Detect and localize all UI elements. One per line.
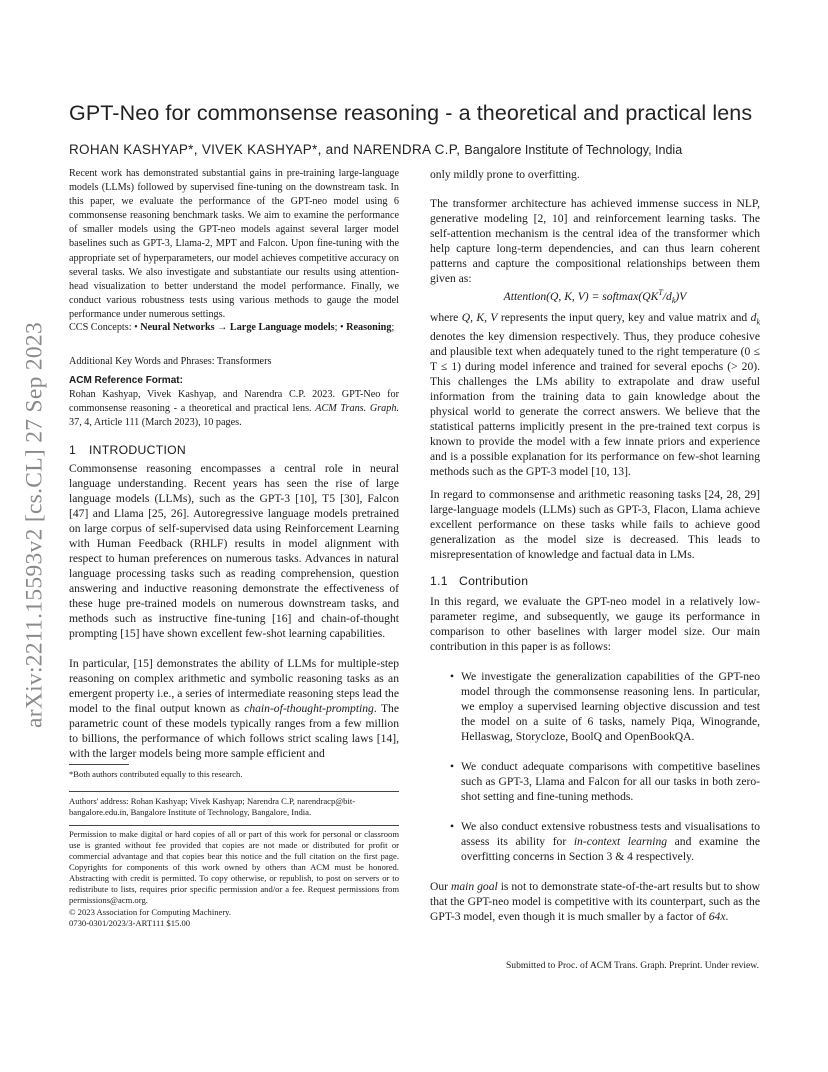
bullet-text-part: We also conduct extensive robustness tests and visualisations to assess its ability for: [461, 820, 760, 848]
section-title: INTRODUCTION: [89, 443, 187, 457]
body-paragraph: The transformer architecture has achieved immense success in NLP, generative modeling [2, 10] and reinforcement learning tasks. The self-attention mechanism is the central idea of the transformer which help capture long-term dependencies, and can thus learn coherent patterns and capture the compositional relationships between them given as:: [430, 197, 760, 285]
math-inline: Q, K, V: [461, 311, 498, 324]
contribution-bullet: [450, 759, 760, 804]
author-affiliation: Bangalore Institute of Technology, India: [464, 143, 683, 157]
bullet-text-part: and examine the overfitting concerns in Section 3 & 4 respectively.: [461, 835, 760, 863]
ccs-end: ;: [391, 322, 395, 333]
equation-part: Attention(Q, K, V) = softmax(QK: [503, 289, 659, 303]
ccs-concept: Large Language models: [229, 322, 335, 333]
math-subscript: k: [756, 317, 760, 327]
section-number: 1.1: [430, 574, 448, 588]
intro-paragraph: Commonsense reasoning encompasses a central role in neural language understanding. Recent years has seen the rise of large language models (LLMs), such as the GPT-3 [10], T5 [30], Falcon [47] and Llama [25, 26]. Autoregressive language models pretrained on large corpus of self-supervised data using Reinforcement Learning with Human Feedback (RHLF) results in model alignment with respect to human preferences on numerous tasks. Advances in natural language processing tasks such as reading comprehension, question answering and inductive reasoning demonstrate the effectiveness of these huge pre-trained models on numerous downstream tasks, and methods such as instructive fine-tuning [16] and chain-of-thought prompting [15] have shown excellent few-shot learning capabilities.: [69, 462, 399, 640]
acm-reference-journal: ACM Trans. Graph.: [315, 402, 399, 414]
arxiv-stamp-text: arXiv:2211.15593v2 [cs.CL] 27 Sep 2023: [21, 321, 48, 729]
intro-text: . The parametric count of these models typically ranges from a few million to billions, the performance of which follows strict scaling laws [14], with the larger models being more sample efficient and: [69, 702, 399, 760]
math-inline: d: [750, 311, 757, 324]
author-address: Authors' address: Rohan Kashyap; Vivek Kashyap; Narendra C.P, narendracp@bit-bangalore.edu.in, Bangalore Institute of Technology, Bangalore, India.: [69, 796, 356, 818]
equation-part: /d: [662, 289, 672, 303]
body-text: where: [430, 311, 462, 324]
issn-line: 0730-0301/2023/3-ART111 $15.00: [69, 918, 191, 928]
keywords: Additional Key Words and Phrases: Transformers: [69, 356, 272, 367]
ccs-arrow: →: [214, 322, 230, 333]
equation-superscript: T: [658, 288, 663, 297]
body-paragraph: In regard to commonsense and arithmetic reasoning tasks [24, 28, 29] large-language models (LLMs) such as GPT-3, Flacon, Llama achieve excellent performance on these tasks while fails to achieve good generalization as the model size is decreased. This leads to misrepresentation of knowledge and factual data in LMs.: [430, 488, 760, 561]
paper-title: GPT-Neo for commonsense reasoning - a theoretical and practical lens: [69, 101, 753, 125]
body-text: Our: [430, 880, 451, 893]
arxiv-stamp: [20, 290, 50, 760]
divider: [69, 791, 399, 792]
bullet-text: We investigate the generalization capabilities of the GPT-neo model through the commonsense reasoning lens. In particular, we employ a supervised learning objective discussion and test the model on a suite of 6 tasks, namely Piqa, Winogrande, Hellaswag, Storycloze, BoolQ and OpenBookQA.: [461, 670, 760, 743]
bullet-text: We conduct adequate comparisons with competitive baselines such as GPT-3, Llama and Falcon for all our tasks in both zero-shot setting and fine-tuning methods.: [461, 760, 760, 803]
body-emphasis: main goal: [450, 880, 498, 893]
abstract: Recent work has demonstrated substantial gains in pre-training large-language models (LLMs) followed by supervised fine-tuning on the downstream task. In this paper, we evaluate the performance of the GPT-neo model using 6 commonsense reasoning benchmark tasks. We aim to examine the performance of smaller models using the GPT-neo models against several larger model baselines such as GPT-3, Llama-2, MPT and Falcon. Upon fine-tuning with the appropriate set of hyperparameters, our model achieves competitive accuracy on several tasks. We also investigate and substantiate our results using attention-head visualization to better understand the model performance. Finally, we conduct various robustness tests using various methods to gauge the model performance under numerous settings.: [69, 168, 399, 320]
intro-paragraph: [69, 656, 399, 761]
acm-reference-text: Rohan Kashyap, Vivek Kashyap, and Narendra C.P. 2023. GPT-Neo for commonsense reasoning - a theoretical and practical lens.: [69, 389, 399, 414]
section-heading-introduction: [69, 443, 186, 457]
body-paragraph: [430, 879, 760, 924]
ccs-prefix: CCS Concepts: •: [69, 322, 141, 333]
contribution-bullet: [450, 669, 760, 744]
ccs-concept: Reasoning: [346, 322, 392, 333]
body-text: is not to demonstrate state-of-the-art results but to show that the GPT-neo model is competitive with its counterpart, such as the GPT-3 model, even though it is much smaller by a factor of: [430, 880, 760, 923]
contribution-bullet: [450, 819, 760, 864]
author-line: [69, 142, 682, 157]
divider: [69, 825, 399, 826]
body-text: .: [725, 910, 729, 923]
body-text: denotes the key dimension respectively. Thus, they produce cohesive and plausible text when adequately tuned to the right temperature (0 ≤ T ≤ 1) during model inference and trained for several epochs (> 20). This challenges the LMs ability to extrapolate and draw useful information from the training data to gain knowledge about the physical world to generate the correct answers. We believe that the statistical patterns implicitly present in the pre-trained text corpus is known to provide the model with a few innate priors and experience and is a possible explanation for its performance on few-shot learning methods such as the GPT-3 model [10, 13].: [430, 330, 760, 479]
equation-subscript: k: [671, 296, 676, 306]
attention-equation: [430, 288, 760, 305]
author-names: ROHAN KASHYAP*, VIVEK KASHYAP*, and NARENDRA C.P,: [69, 142, 461, 157]
body-text: represents the input query, key and value matrix and: [497, 311, 751, 324]
acm-reference: [69, 388, 399, 430]
footnote-rule: [69, 764, 129, 765]
acm-reference-text: 37, 4, Article 111 (March 2023), 10 pages.: [69, 416, 242, 428]
bullet-dot: •: [450, 820, 455, 833]
intro-text: In particular, [15] demonstrates the ability of LLMs for multiple-step reasoning on complex arithmetic and symbolic reasoning tasks as an emergent property i.e., a series of intermediate reasoning steps lead the model to the final output known as: [69, 657, 399, 715]
page-footer: Submitted to Proc. of ACM Trans. Graph. Preprint. Under review.: [505, 960, 759, 971]
body-paragraph: [430, 310, 760, 479]
bullet-text: [461, 819, 760, 864]
copyright-notice: © 2023 Association for Computing Machinery.: [69, 907, 232, 917]
section-number: 1: [69, 443, 77, 457]
bullet-dot: •: [450, 760, 455, 773]
ccs-separator: ; •: [334, 322, 347, 333]
footnote: *Both authors contributed equally to this research.: [69, 769, 243, 779]
body-emphasis: 64x: [708, 910, 726, 923]
ccs-concept: Neural Networks: [140, 322, 215, 333]
ccs-concepts: [69, 321, 399, 335]
equation-part: )V: [675, 289, 687, 303]
bullet-dot: •: [450, 670, 455, 683]
acm-reference-heading: ACM Reference Format:: [69, 375, 183, 386]
body-paragraph: In this regard, we evaluate the GPT-neo model in a relatively low-parameter regime, and subsequently, we gauge its performance in comparison to other baselines with larger model size. Our main contribution in this paper is as follows:: [430, 595, 760, 653]
permission-notice: Permission to make digital or hard copies of all or part of this work for personal or classroom use is granted without fee provided that copies are not made or distributed for profit or commercial advantage and that copies bear this notice and the full citation on the first page. Copyrights for components of this work owned by others than ACM must be honored. Abstracting with credit is permitted. To copy otherwise, or republish, to post on servers or to redistribute to lists, requires prior specific permission and/or a fee. Request permissions from permissions@acm.org.: [69, 829, 399, 905]
intro-emphasis: chain-of-thought-prompting: [244, 702, 374, 715]
body-text: only mildly prone to overfitting.: [430, 168, 580, 181]
section-title: Contribution: [459, 574, 529, 588]
section-heading-contribution: [430, 574, 528, 588]
bullet-emphasis: in-context learning: [573, 835, 668, 848]
